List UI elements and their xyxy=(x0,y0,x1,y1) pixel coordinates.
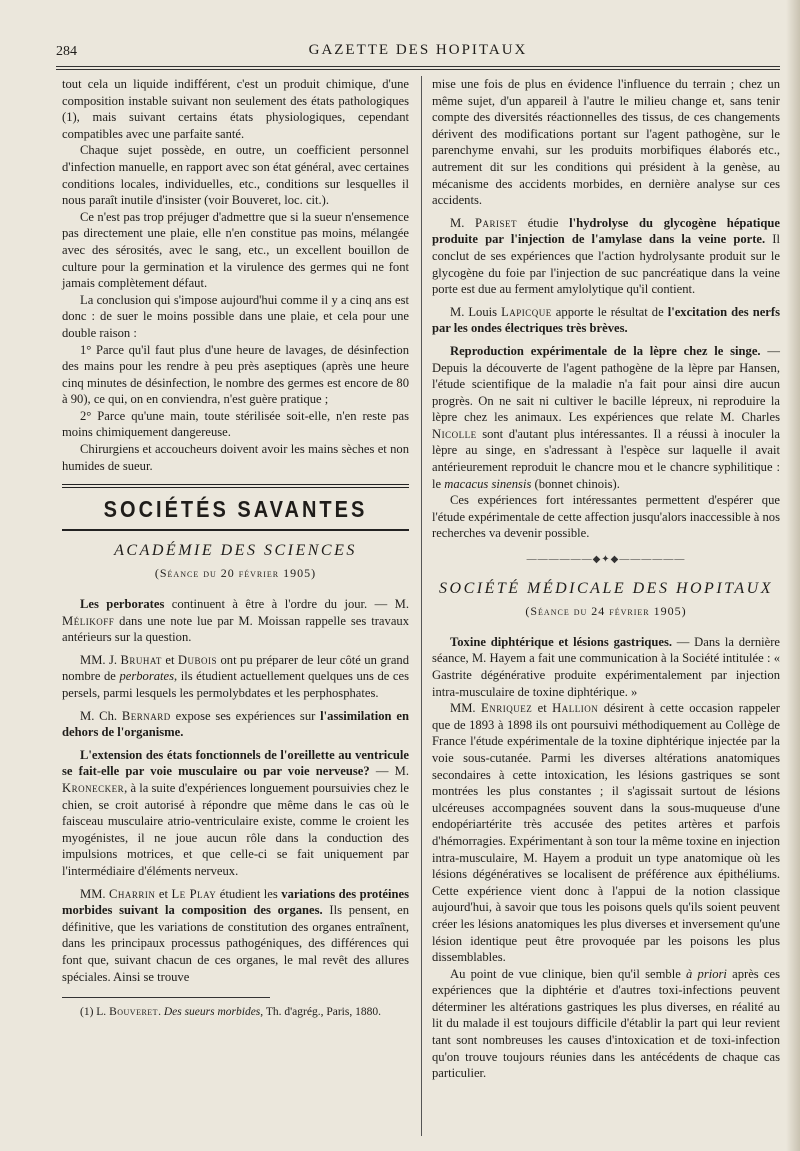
author-name: Nicolle xyxy=(432,426,477,441)
topic-heading: Toxine diphtérique et lésions gastriques. xyxy=(450,634,672,649)
topic-heading: L'extension des états fonctionnels de l'oreillette au ventricule se fait-elle par voie musculaire ou par voie nerveuse? xyxy=(62,747,409,779)
paragraph: 2° Parce qu'une main, toute stérilisée soit-elle, n'en reste pas moins chimiquement dangereuse. xyxy=(62,408,409,440)
author-name: Dubois xyxy=(177,652,218,667)
article-charrin: MM. Charrin et Le Play étudient les variations des protéines morbides suivant la composition des organes. Ils pensent, en définitive, que les variations de constitution des organes entraînent, dans les principaux processus pathogéniques, des différences qui font que, suivant chacun de ces organes, le mal revêt des allures spéciales. Ainsi se trouve xyxy=(62,886,410,984)
running-title: GAZETTE DES HOPITAUX xyxy=(308,42,528,58)
right-column xyxy=(432,76,780,1082)
left-column xyxy=(62,76,409,1021)
paragraph: Chaque sujet possède, en outre, un coefficient personnel d'infection manuelle, en rapport avec son état général, avec certaines conditions locales, individuelles, etc., conditions sur lesquelles il nous paraît inutile d'insister (voir Bouveret, loc. cit.). xyxy=(62,143,409,208)
article-lapicque: M. Louis Lapicque apporte le résultat de l'excitation des nerfs par les ondes électriques très brèves. xyxy=(432,304,780,336)
author-name: Lapicque xyxy=(501,304,552,319)
topic-heading: Reproduction expérimentale de la lèpre chez le singe. xyxy=(450,343,761,358)
article-lepre: Reproduction expérimentale de la lèpre chez le singe. — Depuis la découverte de l'agent pathogène de la lèpre par Hansen, l'étude scientifique de la maladie n'a fait pour ainsi dire aucun progrès. On ne sait ni cultiver le bacille lépreux, ni reproduire la lèpre chez les animaux. Les expériences que relate M. Charles Nicolle sont d'autant plus intéressantes. Il a réussi à inoculer la lèpre au singe, en s'adressant à l'espèce sur laquelle il avait antérieurement reproduit le chancre mou et le chancre syphilitique : le macacus sinensis (bonnet chinois). xyxy=(432,343,780,491)
paragraph: Ce n'est pas trop préjuger d'admettre que si la sueur n'ensemence pas directement une plaie, elle n'en constitue pas moins, mélangée avec des sérosités, avec le sang, etc., un excellent bouillon de culture pour la germination et la virulence des germes qui ne font jamais complètement défaut. xyxy=(62,209,409,291)
society-title: ACADÉMIE DES SCIENCES xyxy=(114,541,357,559)
author-name: Enriquez xyxy=(481,701,533,716)
paragraph: tout cela un liquide indifférent, c'est un produit chimique, d'une composition instable suivant non seulement des états pathologiques (1), mais suivant certains états physiologiques, cependant compatibles avec une parfaite santé. xyxy=(62,77,409,141)
author-name: Mélikoff xyxy=(62,613,115,628)
section-rule xyxy=(62,529,409,531)
topic-heading: Les perborates xyxy=(80,597,165,612)
author-name: Hallion xyxy=(552,701,599,716)
article-kronecker: L'extension des états fonctionnels de l'oreillette au ventricule se fait-elle par voie musculaire ou par voie nerveuse? — M. Kronecker, à la suite d'expériences longuement poursuivies chez le chien, se croit autorisé à répondre que même dans le cas où le faisceau musculaire atrio-ventriculaire existe, comme le croient les myogénistes, il ne joue aucun rôle dans la conduction des impulsions motrices, et que celle-ci se fait uniquement par l'intermédiaire d'éléments nerveux. xyxy=(62,747,409,878)
paragraph: La conclusion qui s'impose aujourd'hui comme il y a cinq ans est donc : de suer le moins possible dans une plaie, et cela pour une double raison : xyxy=(62,292,409,340)
topic-heading: l'assimilation en dehors de l'organisme. xyxy=(62,708,409,740)
section-rule xyxy=(62,487,409,488)
section-rule xyxy=(62,484,409,485)
paragraph: Au point de vue clinique, bien qu'il semble à priori après ces expériences que la diphtérie et d'autres toxi-infections peuvent déterminer les altérations gastriques les plus diverses, en réalité au lit du malade il est toujours difficile d'établir la part qui leur revient tant sont nombreuses les causes d'intoxication et de toxi-infection qu'on trouve toujours réunies dans les antécédents de chaque cas particulier. xyxy=(432,966,781,1081)
topic-heading: l'excitation des nerfs par les ondes électriques très brèves. xyxy=(432,304,780,336)
header-rule xyxy=(56,66,780,67)
article-bernard: M. Ch. Bernard expose ses expériences sur l'assimilation en dehors de l'organisme. xyxy=(62,708,409,740)
author-name: Pariset xyxy=(475,215,518,230)
page-edge-shadow xyxy=(786,0,800,1151)
paragraph: 1° Parce qu'il faut plus d'une heure de lavages, de désinfection des mains pour les rendre à peu près aseptiques (après une heure cinq minutes de désinfection, le nombre des germes est encore de 80 à 90), ce qui, on en conviendra, n'est guère pratique ; xyxy=(62,342,409,407)
article-enriquez: MM. Enriquez et Hallion désirent à cette occasion rappeler que de 1893 à 1898 ils ont poursuivi méthodiquement au Collège de France l'étude expérimentale de la toxine diphtérique injectée par la voie sous-cutanée. Parmi les diverses altérations anatomiques secondaires à cette intoxication, les lésions gastriques se sont montrées les plus constantes ; il s'agissait surtout de lésions ulcéreuses accompagnées souvent dans la sous-muqueuse d'une endopériartérite très accusée des petites artères et parfois d'hémorragies. Expérimentant à son tour la même toxine en injection intra-musculaire, M. Hayem a produit un type anatomique où les lésions dégénératives se localisent de préférence aux épithéliums. Cette expérience vient donc à l'appui de la notion classique aujourd'hui, à savoir que tous les poisons quels qu'ils soient peuvent créer les lésions anatomiques les plus diverses et inversement qu'une lésion identique peut être provoquée par les poisons les plus dissemblables. xyxy=(432,701,781,965)
footnote-rule xyxy=(62,997,270,998)
page-number: 284 xyxy=(56,44,77,59)
article-perborates: Les perborates continuent à être à l'ordre du jour. — M. Mélikoff dans une note lue par M. Moissan rappelle ses travaux antérieurs sur la question. xyxy=(62,597,409,645)
article-pariset: M. Pariset étudie l'hydrolyse du glycogène hépatique produite par l'injection de l'amylase dans la veine porte. Il conclut de ses expériences que l'action hydrolysante produit sur le glycogène du foie par l'injection de suc pancréatique dans la veine porte est due au ferment amylolytique qu'il contient. xyxy=(432,215,780,297)
author-name: Bernard xyxy=(121,708,171,723)
paragraph: mise une fois de plus en évidence l'influence du terrain ; chez un même sujet, d'un appareil à l'autre le milieu change et, sans tenir compte des diversités réactionnelles des tissus, de ces changements dérivent des modifications portant sur l'agent pathogène, sur le parenchyme envahi, sur les produits morbifiques élaborés etc., autrement dit sur les conditions qui président à la genèse, au mécanisme des accidents morbides, en dernière analyse sur ces accidents. xyxy=(432,77,780,208)
paragraph: Ces expériences fort intéressantes permettent d'espérer que l'étude expérimentale de cette affection jusqu'alors inaccessible à nos recherches va devenir possible. xyxy=(432,493,780,541)
column-divider xyxy=(421,76,422,1136)
author-name: Bouveret xyxy=(109,1006,159,1019)
author-name: Le Play xyxy=(171,886,217,901)
author-name: Kronecker xyxy=(62,780,125,795)
section-title: SOCIÉTÉS SAVANTES xyxy=(103,497,368,523)
footnote: (1) L. Bouveret. Des sueurs morbides, Th. d'agrég., Paris, 1880. xyxy=(80,1006,381,1019)
topic-heading: l'hydrolyse du glycogène hépatique produite par l'injection de l'amylase dans la veine porte. xyxy=(432,215,780,247)
article-bruhat: MM. J. Bruhat et Dubois ont pu préparer de leur côté un grand nombre de perborates, ils étudient actuellement quelques uns de ces persels, parmi lesquels les permolybdates et les perphosphates. xyxy=(62,652,410,700)
header-rule-double xyxy=(56,69,780,70)
paragraph: Chirurgiens et accoucheurs doivent avoir les mains sèches et non humides de sueur. xyxy=(62,442,409,473)
article-toxine: Toxine diphtérique et lésions gastriques. — Dans la dernière séance, M. Hayem a fait une communication à la Société intitulée : « Gastrite dégénérative produite expérimentalement par injection intra-musculaire de toxine diphtérique. » xyxy=(432,634,780,699)
topic-heading: variations des protéines morbides suivant la composition des organes. xyxy=(62,886,410,918)
author-name: Bruhat xyxy=(120,652,162,667)
society-title: SOCIÉTÉ MÉDICALE DES HOPITAUX xyxy=(439,579,773,597)
ornament-divider: ——————◆✦◆—————— xyxy=(526,554,686,566)
seance-date: (Séance du 24 février 1905) xyxy=(525,604,687,619)
author-name: Charrin xyxy=(109,886,156,901)
page-header xyxy=(56,42,780,64)
seance-date: (Séance du 20 février 1905) xyxy=(154,566,317,581)
